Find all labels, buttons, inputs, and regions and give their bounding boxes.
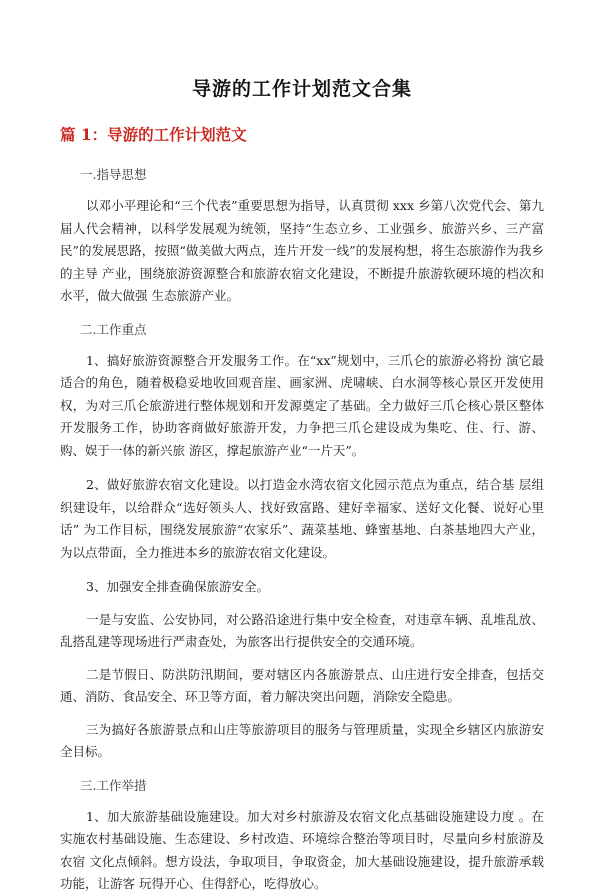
- paragraph: 二是节假日、防洪防汛期间，要对辖区内各旅游景点、山庄进行安全排查，包括交通、消防、食品安全、环卫等方面，着力解决突出问题，消除安全隐患。: [60, 666, 544, 704]
- paragraph: 以邓小平理论和“三个代表”重要思想为指导，认真贯彻 xxx 乡第八次党代会、第九届人代会精神，以科学发展观为统领，坚持“生态立乡、工业强乡、旅游兴乡、三产富民”的发展思路，按照“做美做大两点，连片开发一线”的发展构想，将生态旅游作为我乡的主导 产业，围绕旅游资源整合和旅游农宿文化建设，不断提升旅游软硬环境的档次和水平，做大做强 生态旅游产业。: [60, 198, 544, 303]
- section-heading: 二.工作重点: [80, 321, 147, 337]
- paragraph: 一是与安监、公安协同，对公路沿途进行集中安全检查，对违章车辆、乱堆乱放、乱搭乱建等现场进行严肃查处，为旅客出行提供安全的交通环境。: [60, 611, 544, 649]
- paragraph: 1、加大旅游基础设施建设。加大对乡村旅游及农宿文化点基础设施建设力度 。在实施农村基础设施、生态建设、乡村改造、环境综合整治等项目时，尽量向乡村旅游及农宿 文化点倾斜。想方设法，争取项目，争取资金，加大基础设施建设，提升旅游承载功能，让游客 玩得开心、住得舒心，吃得放心。: [60, 808, 544, 891]
- section-guiding-ideology: [60, 165, 544, 308]
- section-work-measures: [60, 776, 544, 896]
- section-work-focus: [60, 320, 544, 764]
- paragraph: 三为搞好各旅游景点和山庄等旅游项目的服务与管理质量，实现全乡辖区内旅游安全目标。: [60, 721, 544, 759]
- paragraph: 1、搞好旅游资源整合开发服务工作。在“xx”规划中，三爪仑的旅游必将扮 演它最适合的角色，随着极稳妥地收回观音崖、画家洲、虎啸峡、白水洞等核心景区开发使用权，为对三爪仑旅游进行整体规划和开发源奠定了基础。全力做好三爪仑核心景区整体开发服务工作，协助客商做好旅游开发，力争把三爪仑建设成为集吃、住、行、游、购、娱于一体的新兴旅 游区，撑起旅游产业“一片天”。: [60, 352, 544, 458]
- paragraph: 2、做好旅游农宿文化建设。以打造金水湾农宿文化园示范点为重点，结合基 层组织建设年，以给群众“选好领头人、找好致富路、建好幸福家、送好文化餐、说好心里话” 为工作目标，围绕发展旅游“农家乐”、蔬菜基地、蜂蜜基地、白茶基地四大产业，为以点带面，全力推进本乡的旅游农宿文化建设。: [60, 477, 544, 560]
- paragraph: 3、加强安全排查确保旅游安全。: [86, 579, 269, 594]
- section-heading: 三.工作举措: [80, 777, 147, 793]
- article-heading: 篇 1：导游的工作计划范文: [60, 125, 247, 144]
- document-title: 导游的工作计划范文合集: [191, 78, 412, 100]
- section-heading: 一.指导思想: [80, 167, 147, 182]
